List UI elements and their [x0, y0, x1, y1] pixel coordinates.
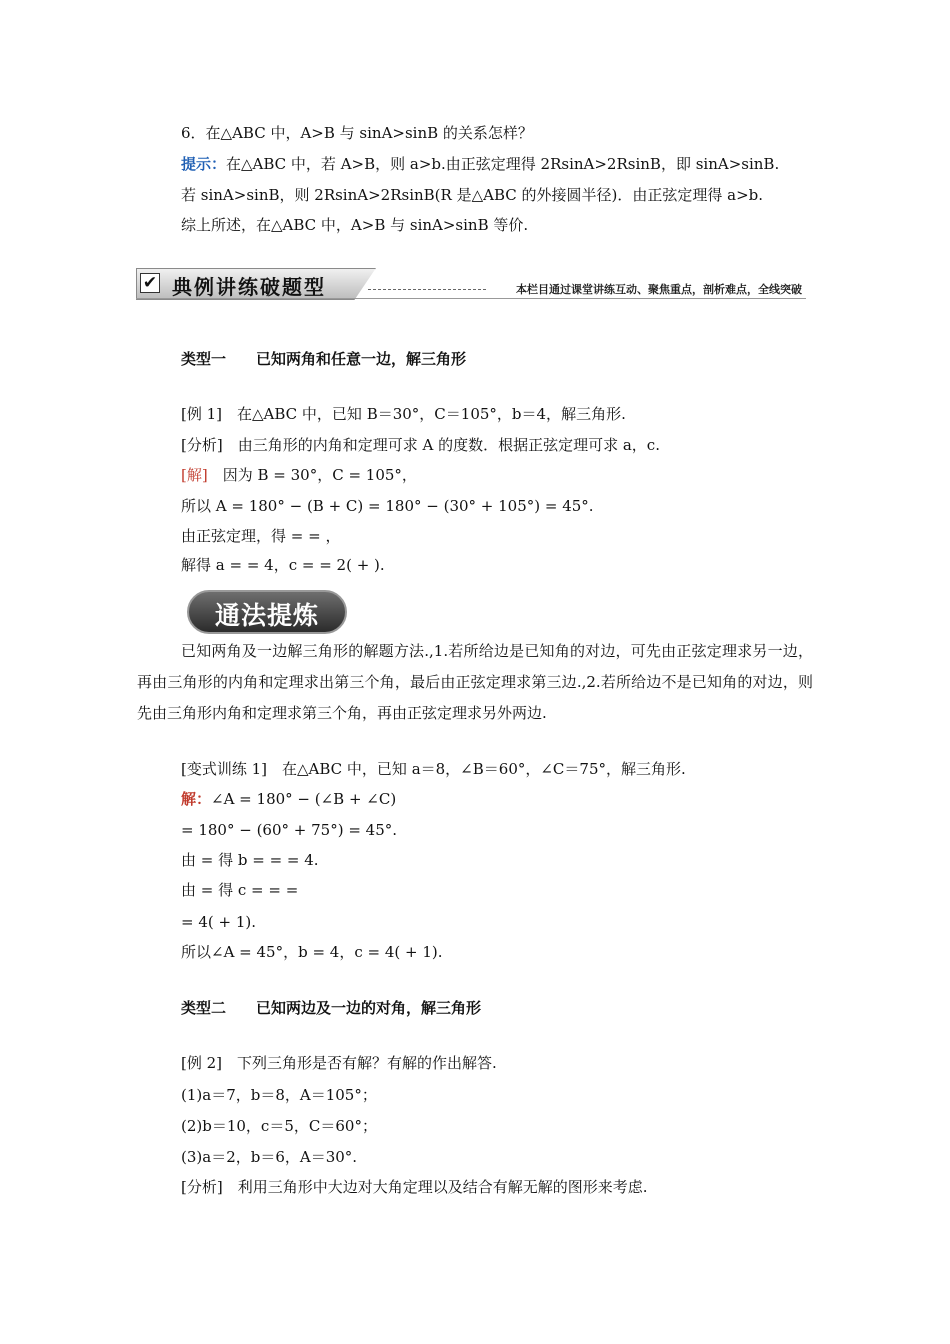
variant1-line-6: 所以∠A = 45°，b = 4，c = 4( + 1).: [181, 943, 443, 961]
banner-subtitle: 本栏目通过课堂讲练互动、聚焦重点，剖析难点，全线突破: [516, 283, 802, 296]
variant1-line-5: = 4( + 1).: [181, 913, 256, 931]
type1-heading: 类型一 已知两角和任意一边，解三角形: [181, 350, 467, 368]
method-badge: [187, 590, 347, 634]
analysis-label: [分析]: [181, 436, 223, 454]
hint-line-2: 若 sinA>sinB，则 2RsinA>2RsinB(R 是△ABC 的外接圆半径)．由正弦定理得 a>b.: [181, 186, 764, 204]
example1-problem: [例 1] 在△ABC 中，已知 B＝30°，C＝105°，b＝4，解三角形.: [181, 405, 626, 423]
solution-text-1: 因为 B = 30°，C = 105°，: [207, 466, 417, 484]
hint-line-1: [181, 154, 779, 174]
example1-solution-4: 解得 a = = 4，c = = 2( + ).: [181, 556, 385, 574]
example2-analysis-text: 利用三角形中大边对大角定理以及结合有解无解的图形来考虑.: [222, 1178, 648, 1196]
method-paragraph: 已知两角及一边解三角形的解题方法.,1.若所给边是已知角的对边，可先由正弦定理求另一边，再由三角形的内角和定理求出第三个角，最后由正弦定理求第三边.,2.若所给边不是已知角的对边，则先由三角形内角和定理求第三个角，再由正弦定理求另外两边.: [137, 642, 813, 722]
variant1-line-1: [181, 789, 396, 809]
variant1-text-1: ∠A = 180° − (∠B + ∠C): [211, 790, 397, 808]
example2-case-1: (1)a＝7，b＝8，A＝105°；: [181, 1086, 377, 1104]
example1-solution-2: 所以 A = 180° − (B + C) = 180° − (30° + 105°) = 45°.: [181, 497, 594, 515]
variant1-line-2: = 180° − (60° + 75°) = 45°.: [181, 821, 398, 839]
variant1-problem: [变式训练 1] 在△ABC 中，已知 a＝8，∠B＝60°，∠C＝75°，解三角形.: [181, 760, 686, 778]
example2-analysis-label: [分析]: [181, 1178, 223, 1196]
question-6: 6．在△ABC 中，A>B 与 sinA>sinB 的关系怎样？: [181, 124, 533, 142]
hint-label: 提示：: [181, 155, 227, 173]
example1-solution-3: 由正弦定理，得 = = ，: [181, 527, 341, 545]
example2-problem: [例 2] 下列三角形是否有解？有解的作出解答.: [181, 1054, 497, 1072]
example2-case-3: (3)a＝2，b＝6，A＝30°.: [181, 1148, 358, 1166]
banner-rule: [136, 298, 806, 299]
banner-title: 典例讲练破题型: [172, 275, 326, 299]
analysis-text: 由三角形的内角和定理可求 A 的度数．根据正弦定理可求 a，c.: [222, 436, 660, 454]
checkmark-icon: ✔: [140, 273, 160, 293]
hint-line-3: 综上所述，在△ABC 中，A>B 与 sinA>sinB 等价.: [181, 216, 529, 234]
hint-text-1: 在△ABC 中，若 A>B，则 a>b.由正弦定理得 2RsinA>2RsinB，即 sinA>sinB.: [226, 155, 780, 173]
example1-analysis: [181, 435, 660, 455]
badge-text: 通法提炼: [214, 601, 319, 630]
example2-analysis: [181, 1177, 648, 1197]
example2-case-2: (2)b＝10，c＝5，C＝60°；: [181, 1117, 377, 1135]
type2-heading: 类型二 已知两边及一边的对角，解三角形: [181, 999, 482, 1017]
variant1-line-4: 由 = 得 c = = =: [181, 881, 299, 899]
example1-solution-1: [181, 465, 417, 485]
section-banner: [136, 268, 806, 300]
banner-divider: [368, 289, 486, 290]
solution-label: [解]: [181, 466, 208, 484]
variant1-line-3: 由 = 得 b = = = 4.: [181, 851, 319, 869]
variant1-solution-label: 解：: [181, 790, 212, 808]
